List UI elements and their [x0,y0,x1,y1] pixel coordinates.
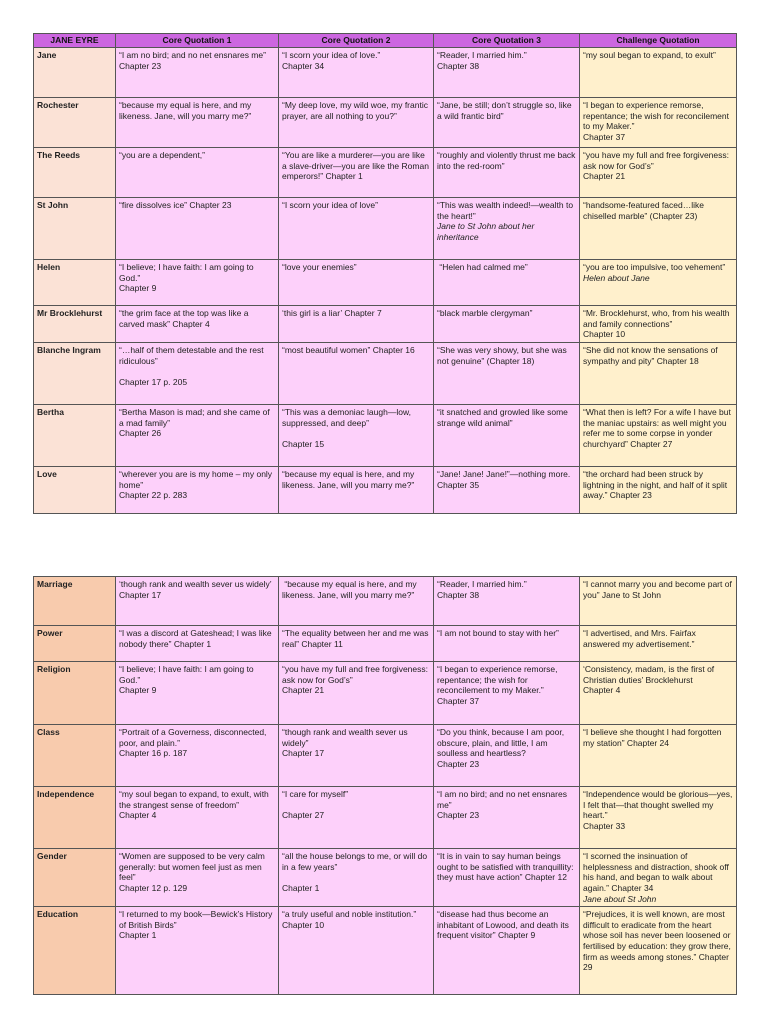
quotation-line: “you are a dependent,” [119,150,206,160]
row-label: Rochester [34,98,116,148]
quotation-line: “I believe she thought I had forgotten my station” Chapter 24 [583,727,724,748]
quotation-line: “I advertised, and Mrs. Fairfax answered my advertisement.” [583,628,699,649]
quotation-line: “Women are supposed to be very calm generally: but women feel just as men feel” [119,851,268,883]
quotation-line: “my soul began to expand, to exult” [583,50,716,60]
challenge-quotation-cell [580,725,737,787]
row-label: Bertha [34,405,116,467]
quotation-line: ‘though rank and wealth sever us widely’ Chapter 17 [119,579,274,600]
quotation-line: “What then is left? For a wife I have but the maniac upstairs: as well might you refer me to some corpse in yonder churchyard” Chapter 27 [583,407,734,449]
quotation-line: ‘this girl is a liar’ Chapter 7 [282,308,382,318]
quotation-line: “…half of them detestable and the rest ridiculous” [119,345,266,366]
table-row [34,626,737,662]
quotation-line: “You are like a murderer—you are like a slave-driver—you are like the Roman emperors!” Chapter 1 [282,150,432,182]
core-quotation-cell [279,577,434,626]
row-label: Jane [34,48,116,98]
core-quotation-cell [434,148,580,198]
core-quotation-cell [116,260,279,306]
challenge-quotation-cell [580,626,737,662]
quotation-line: “Reader, I married him.” [437,50,527,60]
table-row [34,467,737,514]
quotation-line: Chapter 37 [437,695,480,706]
core-quotation-cell [116,787,279,849]
core-quotation-cell [434,577,580,626]
quotation-line: Chapter 34 [282,60,325,71]
quotation-line: “Do you think, because I am poor, obscure, plain, and little, I am soulless and heartless? [437,727,567,759]
theme-quotation-table [33,576,737,995]
quotation-line: Chapter 23 [437,810,480,821]
quotation-line: “Portrait of a Governess, disconnected, poor, and plain.” [119,727,269,748]
core-quotation-cell [279,343,434,405]
quotation-line: “I scorn your idea of love” [282,200,378,210]
quotation-line: Chapter 38 [437,60,480,71]
quotation-line: “I began to experience remorse, repentance; the wish for reconcilement to my Maker.” [437,664,560,696]
quotation-line: “love your enemies” [282,262,357,272]
core-quotation-cell [279,849,434,907]
quotation-line: “I returned to my book—Bewick’s History of British Birds” [119,909,275,930]
row-label: Marriage [34,577,116,626]
core-quotation-cell [116,577,279,626]
quotation-line: “because my equal is here, and my likeness. Jane, will you marry me?” [282,579,420,600]
core-quotation-cell [279,198,434,260]
quotation-line: “I began to experience remorse, repentance; the wish for reconcilement to my Maker.” [583,100,732,132]
table-row [34,148,737,198]
column-header: Core Quotation 2 [279,34,434,48]
core-quotation-cell [434,343,580,405]
core-quotation-cell [116,662,279,725]
quotation-line: “I believe; I have faith: I am going to God.” [119,664,257,685]
quotation-line: Chapter 15 [282,438,325,449]
table-row [34,577,737,626]
row-label: St John [34,198,116,260]
table-row [34,405,737,467]
quotation-line: Chapter 12 p. 129 [119,882,188,893]
quotation-line: Chapter 9 [119,283,157,294]
table-row [34,849,737,907]
quotation-line: Chapter 21 [583,171,626,182]
core-quotation-cell [434,467,580,514]
core-quotation-cell [116,198,279,260]
quotation-line: Chapter 10 [583,329,626,340]
quotation-line: “I believe; I have faith: I am going to God.” [119,262,257,283]
quotation-line: “I am not bound to stay with her” [437,628,559,638]
quotation-line: “I am no bird; and no net ensnares me” [119,50,266,60]
quotation-line: Chapter 1 [119,930,157,941]
column-header: Core Quotation 3 [434,34,580,48]
row-label: Power [34,626,116,662]
challenge-quotation-cell [580,260,737,306]
quotation-line: “the grim face at the top was like a carved mask” Chapter 4 [119,308,251,329]
quotation-line: “you have my full and free forgiveness: ask now for God’s” [282,664,431,685]
core-quotation-cell [279,467,434,514]
quotation-line: “all the house belongs to me, or will do in a few years” [282,851,430,872]
quotation-line: “The equality between her and me was real” Chapter 11 [282,628,431,649]
table-row [34,306,737,343]
table-row [34,725,737,787]
challenge-quotation-cell [580,577,737,626]
table-row [34,198,737,260]
core-quotation-cell [434,260,580,306]
quotation-line: “though rank and wealth sever us widely” [282,727,411,748]
quotation-line: “This was wealth indeed!—wealth to the heart!” [437,200,576,221]
quotation-line: Chapter 17 [282,748,325,759]
core-quotation-cell [434,98,580,148]
core-quotation-cell [434,198,580,260]
quotation-line: “Jane, be still; don’t struggle so, like a wild frantic bird” [437,100,575,121]
quotation-line: Chapter 35 [437,479,480,490]
challenge-quotation-cell [580,405,737,467]
core-quotation-cell [116,306,279,343]
quotation-line: “I care for myself” [282,789,349,799]
quotation-line: Chapter 38 [437,589,480,600]
column-header: Core Quotation 1 [116,34,279,48]
challenge-quotation-cell [580,198,737,260]
quotation-line: “roughly and violently thrust me back into the red-room” [437,150,578,171]
core-quotation-cell [116,405,279,467]
quotation-line: “disease had thus become an inhabitant of Lowood, and death its frequent visitor” Chapter 9 [437,909,572,941]
core-quotation-cell [279,405,434,467]
quotation-line: “I scorn your idea of love.” [282,50,381,60]
core-quotation-cell [279,48,434,98]
challenge-quotation-cell [580,98,737,148]
quotation-line: “you have my full and free forgiveness: ask now for God’s” [583,150,732,171]
quotation-line: Chapter 22 p. 283 [119,490,188,501]
quotation-line: “wherever you are is my home – my only home” [119,469,275,490]
core-quotation-cell [116,725,279,787]
core-quotation-cell [434,787,580,849]
quotation-line: Jane about St John [583,893,657,904]
challenge-quotation-cell [580,148,737,198]
row-label: Gender [34,849,116,907]
quotation-line: Chapter 27 [282,810,325,821]
core-quotation-cell [116,849,279,907]
quotation-line: Chapter 9 [119,685,157,696]
core-quotation-cell [116,98,279,148]
quotation-line: “handsome-featured faced…like chiselled marble” (Chapter 23) [583,200,707,221]
quotation-line: “you are too impulsive, too vehement” [583,262,726,272]
quotation-line: Chapter 26 [119,428,162,439]
challenge-quotation-cell [580,662,737,725]
quotation-line: Chapter 23 [437,758,480,769]
quotation-line: “Helen had calmed me” [437,262,528,272]
table-row [34,98,737,148]
challenge-quotation-cell [580,849,737,907]
core-quotation-cell [116,626,279,662]
quotation-line: “most beautiful women” Chapter 16 [282,345,415,355]
row-label: Independence [34,787,116,849]
quotation-line: “I was a discord at Gateshead; I was like nobody there” Chapter 1 [119,628,274,649]
core-quotation-cell [116,48,279,98]
quotation-line [282,800,430,811]
core-quotation-cell [116,467,279,514]
core-quotation-cell [434,306,580,343]
core-quotation-cell [434,725,580,787]
core-quotation-cell [434,849,580,907]
core-quotation-cell [279,725,434,787]
core-quotation-cell [279,662,434,725]
quotation-line: Chapter 1 [282,882,320,893]
challenge-quotation-cell [580,787,737,849]
quotation-line: “Reader, I married him.” [437,579,527,589]
quotation-line: “She was very showy, but she was not genuine” (Chapter 18) [437,345,570,366]
quotation-line [282,428,430,439]
quotation-line: Chapter 4 [583,685,621,696]
table-header-row [34,34,737,48]
quotation-line [119,366,275,377]
quotation-line: “my soul began to expand, to exult, with the strangest sense of freedom” [119,789,272,810]
row-label: Class [34,725,116,787]
core-quotation-cell [434,48,580,98]
quotation-line: “I am no bird; and no net ensnares me” [437,789,570,810]
quotation-line: “My deep love, my wild woe, my frantic prayer, are all nothing to you?” [282,100,431,121]
core-quotation-cell [279,626,434,662]
core-quotation-cell [279,907,434,995]
core-quotation-cell [116,148,279,198]
core-quotation-cell [116,343,279,405]
row-label: Helen [34,260,116,306]
core-quotation-cell [434,626,580,662]
core-quotation-cell [279,787,434,849]
table-row [34,787,737,849]
quotation-line: “Bertha Mason is mad; and she came of a mad family” [119,407,273,428]
challenge-quotation-cell [580,306,737,343]
quotation-line: “it snatched and growled like some strange wild animal” [437,407,571,428]
quotation-line: Chapter 17 p. 205 [119,376,188,387]
quotation-line: Chapter 33 [583,820,626,831]
quotation-line: Chapter 10 [282,919,325,930]
quotation-line: “Jane! Jane! Jane!”—nothing more. [437,469,571,479]
row-label: Mr Brocklehurst [34,306,116,343]
column-header: Challenge Quotation [580,34,737,48]
quotation-line: “because my equal is here, and my likeness. Jane, will you marry me?” [282,469,417,490]
row-label: Religion [34,662,116,725]
quotation-line: “I cannot marry you and become part of you” Jane to St John [583,579,735,600]
core-quotation-cell [279,148,434,198]
row-label: Love [34,467,116,514]
core-quotation-cell [434,907,580,995]
quotation-line: Chapter 16 p. 187 [119,748,188,759]
quotation-line [282,872,430,883]
challenge-quotation-cell [580,907,737,995]
core-quotation-cell [116,907,279,995]
table-row [34,48,737,98]
quotation-line: “Mr. Brocklehurst, who, from his wealth and family connections” [583,308,732,329]
quotation-line: “She did not know the sensations of sympathy and pity” Chapter 18 [583,345,721,366]
table-row [34,260,737,306]
row-label: Education [34,907,116,995]
book-title-header: JANE EYRE [34,34,116,48]
quotation-line: “I scorned the insinuation of helplessness and distraction, shook off his hand, and began to walk about again.” Chapter 34 [583,851,732,893]
core-quotation-cell [279,306,434,343]
core-quotation-cell [434,405,580,467]
core-quotation-cell [279,260,434,306]
challenge-quotation-cell [580,343,737,405]
quotation-line: “This was a demoniac laugh—low, suppressed, and deep” [282,407,414,428]
quotation-line: Chapter 21 [282,685,325,696]
quotation-line: Chapter 23 [119,60,162,71]
challenge-quotation-cell [580,48,737,98]
quotation-line: Chapter 4 [119,810,157,821]
core-quotation-cell [434,662,580,725]
challenge-quotation-cell [580,467,737,514]
quotation-line: “Prejudices, it is well known, are most difficult to eradicate from the heart whose soil has never been loosened or fertilised by education: they grow there, firm as weeds among stones.” Chapter 29 [583,909,734,973]
quotation-line: “It is in vain to say human beings ought to be satisfied with tranquillity: they must have action” Chapter 12 [437,851,576,883]
quotation-line: “fire dissolves ice” Chapter 23 [119,200,232,210]
quotation-line: Helen about Jane [583,272,650,283]
quotation-line: “black marble clergyman” [437,308,533,318]
quotation-line: Chapter 37 [583,131,626,142]
core-quotation-cell [279,98,434,148]
table-row [34,662,737,725]
quotation-line: “a truly useful and noble institution.” [282,909,417,920]
quotation-line: Jane to St John about her inheritance [437,221,537,242]
row-label: The Reeds [34,148,116,198]
quotation-line: ‘Consistency, madam, is the first of Christian duties’ Brocklehurst [583,664,717,685]
table-row [34,907,737,995]
table-row [34,343,737,405]
character-quotation-table [33,33,737,514]
quotation-line: “the orchard had been struck by lightning in the night, and half of it split away.” Chapter 23 [583,469,730,501]
quotation-line: “Independence would be glorious—yes, I felt that—that thought swelled my heart.” [583,789,735,821]
row-label: Blanche Ingram [34,343,116,405]
quotation-line: “because my equal is here, and my likeness. Jane, will you marry me?” [119,100,254,121]
